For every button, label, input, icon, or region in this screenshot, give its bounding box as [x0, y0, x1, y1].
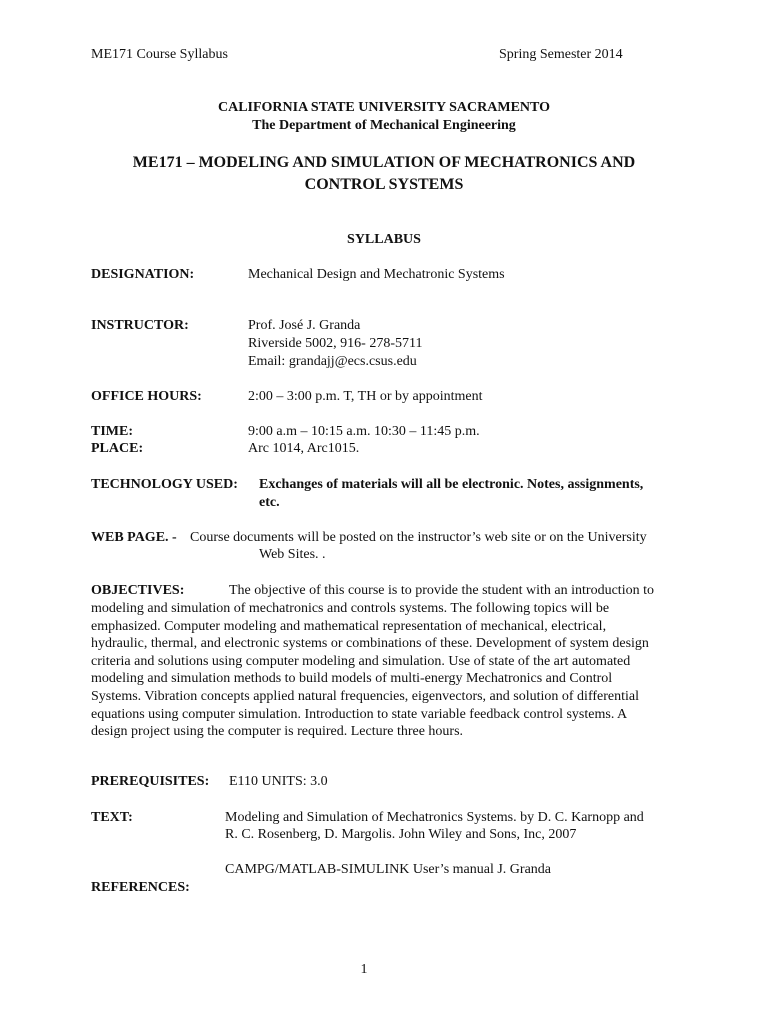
objectives-first-line: The objective of this course is to provide the student with an introduction to [229, 583, 654, 598]
objectives-line: Systems. Vibration concepts applied natural frequencies, eigenvectors, and solution of differential [91, 688, 639, 704]
objectives-line: design project using the computer is required. Lecture three hours. [91, 724, 464, 740]
technology-line-1: Exchanges of materials will all be electronic. Notes, assignments, [259, 477, 644, 492]
objectives-body [91, 600, 691, 741]
text-line-3: CAMPG/MATLAB-SIMULINK User’s manual J. Granda [225, 862, 551, 877]
header-course-name: ME171 Course Syllabus [91, 47, 228, 62]
syllabus-heading: SYLLABUS [347, 232, 421, 247]
designation-label: DESIGNATION: [91, 267, 195, 282]
prerequisites-value: E110 UNITS: 3.0 [229, 774, 328, 789]
header-semester: Spring Semester 2014 [499, 47, 623, 62]
page-number: 1 [360, 962, 368, 977]
text-line-1: Modeling and Simulation of Mechatronics Systems. by D. C. Karnopp and [225, 810, 644, 825]
place-value: Arc 1014, Arc1015. [248, 441, 360, 456]
time-label: TIME: [91, 424, 133, 439]
objectives-line: criteria and solutions using computer modeling and simulation. Use of state of the art automated [91, 653, 631, 669]
place-label: PLACE: [91, 441, 144, 456]
course-title-line-2: CONTROL SYSTEMS [304, 176, 464, 193]
text-line-2: R. C. Rosenberg, D. Margolis. John Wiley and Sons, Inc, 2007 [225, 827, 577, 842]
course-title-line-1: ME171 – MODELING AND SIMULATION OF MECHATRONICS AND [132, 154, 636, 171]
office-hours-value: 2:00 – 3:00 p.m. T, TH or by appointment [248, 389, 483, 404]
technology-label: TECHNOLOGY USED: [91, 477, 238, 492]
designation-value: Mechanical Design and Mechatronic Systems [248, 267, 505, 282]
objectives-line: emphasized. Computer modeling and mathematical representation of mechanical, electrical, [91, 618, 607, 634]
department-name: The Department of Mechanical Engineering [252, 118, 516, 133]
objectives-label: OBJECTIVES: [91, 583, 185, 598]
web-page-line-1: Course documents will be posted on the instructor’s web site or on the University [190, 530, 647, 545]
time-value: 9:00 a.m – 10:15 a.m. 10:30 – 11:45 p.m. [248, 424, 480, 439]
instructor-name: Prof. José J. Granda [248, 318, 361, 333]
text-label: TEXT: [91, 810, 133, 825]
instructor-office: Riverside 5002, 916- 278-5711 [248, 336, 423, 351]
objectives-line: modeling and simulation of mechatronics and controls systems. The following topics will be [91, 601, 610, 616]
technology-line-2: etc. [259, 495, 280, 510]
instructor-label: INSTRUCTOR: [91, 318, 189, 333]
prerequisites-label: PREREQUISITES: [91, 774, 210, 789]
office-hours-label: OFFICE HOURS: [91, 389, 202, 404]
web-page-label: WEB PAGE. - [91, 530, 177, 545]
objectives-line: hydraulic, thermal, and electronic systems or combinations of these. Development of system design [91, 636, 649, 652]
objectives-line: modeling and simulation methods to build models of multi-energy Mechatronics and Control [91, 671, 613, 687]
web-page-line-2: Web Sites. . [259, 547, 326, 562]
references-label: REFERENCES: [91, 880, 190, 895]
objectives-line: equations using computer simulation. Introduction to state variable feedback control systems. A [91, 706, 628, 722]
university-name: CALIFORNIA STATE UNIVERSITY SACRAMENTO [217, 100, 551, 115]
instructor-email: Email: grandajj@ecs.csus.edu [248, 354, 417, 369]
